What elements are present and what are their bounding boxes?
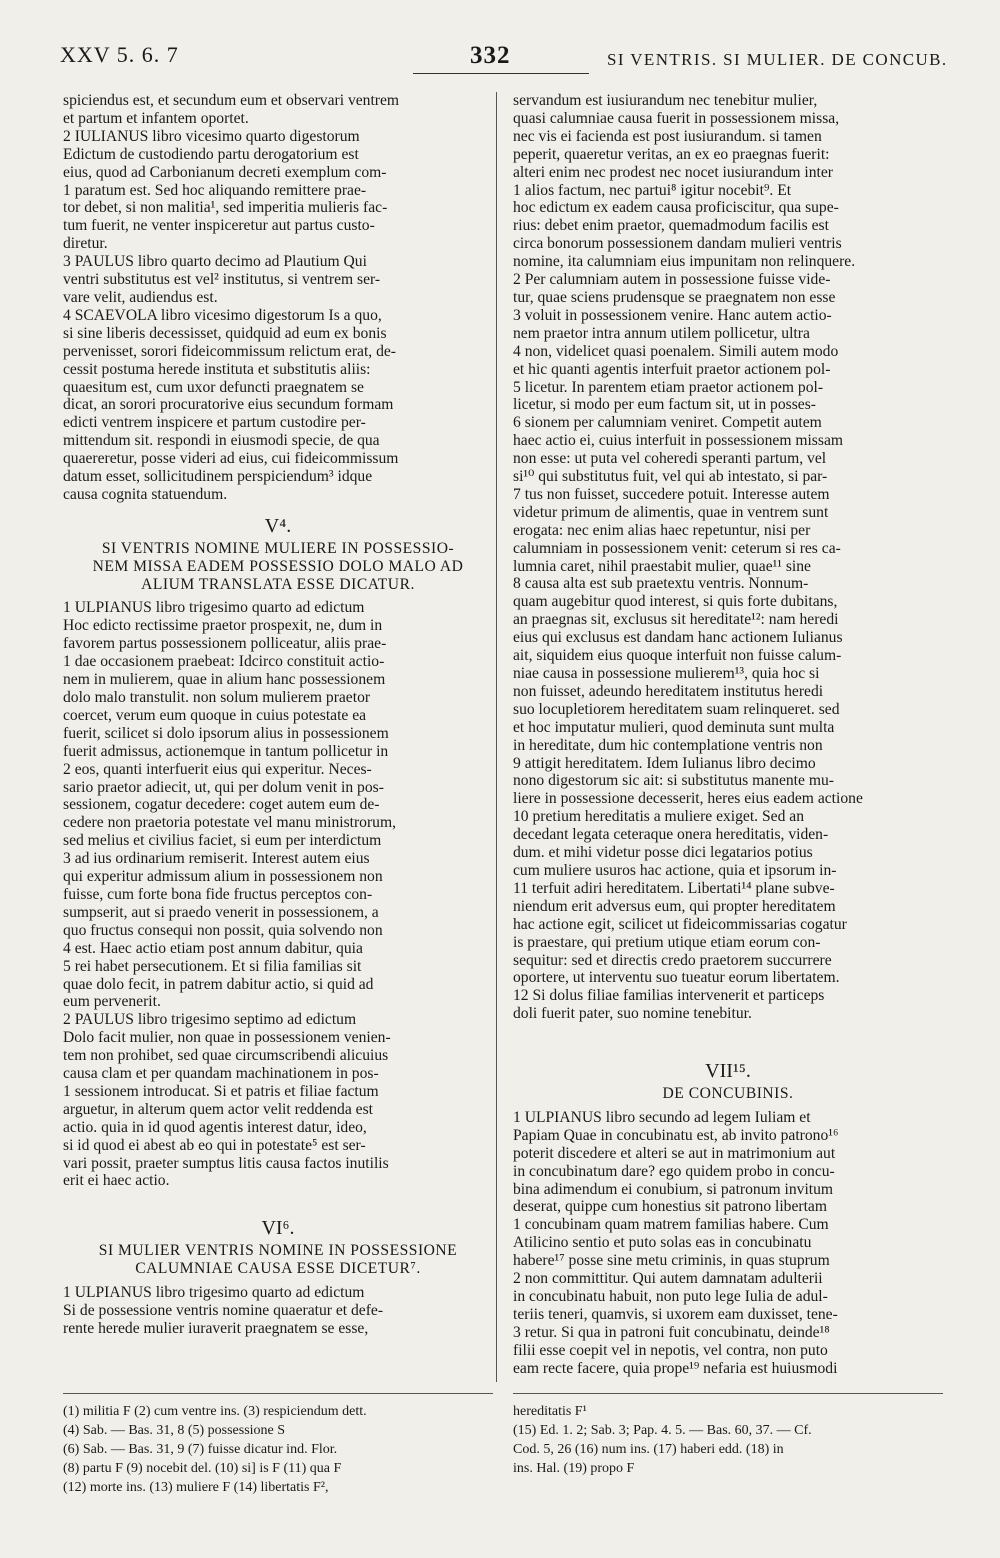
- section-title-line: ALIUM TRANSLATA ESSE DICATUR.: [141, 575, 415, 593]
- text-line: eum pervenerit.: [63, 993, 161, 1011]
- text-line: nono digestorum sic ait: si substitutus manente mu-: [513, 772, 834, 790]
- text-line: servandum est iusiurandum nec tenebitur mulier,: [513, 92, 818, 109]
- text-line: actio. quia in id quod agentis interest datur, ideo,: [63, 1118, 367, 1136]
- text-line: bina adimendum ei conubium, si patronum invitum: [513, 1180, 834, 1198]
- text-line: 1 ULPIANUS libro secundo ad legem Iuliam et: [513, 1108, 811, 1126]
- right-block-1: [513, 92, 943, 1023]
- text-line: tum fuerit, ne venter inspiceretur aut partus custo-: [63, 217, 375, 235]
- column-divider: [496, 92, 497, 1382]
- text-line: videtur primum de alimentis, quae in ventrem sunt: [513, 503, 829, 521]
- text-line: teriis teneri, quamvis, si uxorem eam duxisset, tene-: [513, 1305, 838, 1323]
- text-line: diretur.: [63, 235, 108, 253]
- text-line: 2 non committitur. Qui autem damnatam adulterii: [513, 1270, 823, 1288]
- text-line: Edictum de custodiendo partu derogatorium est: [63, 145, 359, 163]
- text-line: doli fuerit pater, suo nomine tenebitur.: [513, 1005, 752, 1023]
- text-line: 1 sessionem introducat. Si et patris et filiae factum: [63, 1082, 379, 1100]
- text-line: fuerit, scilicet si dolo ipsorum alius in possessionem: [63, 724, 389, 742]
- text-line: Dolo facit mulier, non quae in possessionem venien-: [63, 1029, 391, 1047]
- text-line: sequitur: sed et directis credo praetorem succurrere: [513, 951, 832, 969]
- text-line: decedant legata ceteraque onera hereditatis, viden-: [513, 826, 829, 844]
- text-line: dicat, an sorori procuratorive eius secundum formam: [63, 396, 394, 414]
- text-line: 9 attigit hereditatem. Idem Iulianus libro decimo: [513, 754, 816, 772]
- text-line: hoc edictum ex eadem causa proficiscitur, qua supe-: [513, 199, 839, 217]
- left-block-1: [63, 92, 493, 504]
- text-line: Si de possessione ventris nomine quaeratur et defe-: [63, 1302, 384, 1319]
- text-line: quam augebitur quod interest, si quis forte dubitans,: [513, 593, 838, 611]
- text-line: tur, quae sciens prudensque se praegnatem non esse: [513, 288, 836, 306]
- text-line: sed melius et civilius faciet, si eum per interdictum: [63, 832, 382, 850]
- text-line: qui experitur admissum alium in possessionem non: [63, 868, 383, 886]
- text-line: 5 rei habet persecutionem. Et si filia familias sit: [63, 957, 362, 975]
- text-line: eius, quod ad Carbonianum decreti exemplum com-: [63, 163, 387, 181]
- text-line: favorem partus possessionem polliceatur, aliis prae-: [63, 635, 387, 653]
- text-line: 12 Si dolus filiae familias intervenerit et particeps: [513, 987, 825, 1005]
- footnotes-left: [63, 1402, 493, 1497]
- text-line: 1 alios factum, nec partui⁸ igitur nocebit⁹. Et: [513, 181, 792, 199]
- text-line: et hoc imputatur mulieri, quod deminuta sunt multa: [513, 718, 835, 736]
- text-line: 1 concubinam quam matrem familias habere. Cum: [513, 1216, 829, 1234]
- text-line: ait, siquidem eius quoque interfuit non fuisse calum-: [513, 647, 842, 665]
- text-line: 4 SCAEVOLA libro vicesimo digestorum Is a quo,: [63, 306, 382, 324]
- text-line: datum esset, sollicitudinem perspiciendum³ idque: [63, 468, 373, 486]
- section-v-title: [63, 540, 493, 594]
- header-rule: [413, 73, 589, 74]
- text-line: causa cognita statuendum.: [63, 485, 228, 503]
- text-line: in concubinatu habuit, non puto lege Iulia de adul-: [513, 1288, 828, 1305]
- text-line: 7 tus non fuisset, succedere potuit. Interesse autem: [513, 485, 830, 503]
- section-vi-number: VI⁶.: [261, 1217, 295, 1240]
- footnote-line: (15) Ed. 1. 2; Sab. 3; Pap. 4. 5. — Bas. 60, 37. — Cf.: [513, 1423, 812, 1438]
- text-line: cessit postuma herede instituta et substitutis aliis:: [63, 360, 371, 378]
- text-line: quo fructus consequi non possit, quia solvendo non: [63, 921, 383, 939]
- text-line: sumpserit, aut si praedo venerit in possessionem, a: [63, 903, 379, 921]
- text-line: Hoc edicto rectissime praetor prospexit, ne, dum in: [63, 617, 383, 635]
- text-line: calumniam in possessionem venit: ceterum si res ca-: [513, 539, 841, 557]
- text-line: sessionem, cogatur decedere: coget autem eum de-: [63, 796, 380, 814]
- text-line: quasi calumniae causa fuerit in possessionem missa,: [513, 109, 840, 127]
- text-line: si¹⁰ qui substitutus fuit, vel qui ab intestato, si par-: [513, 468, 828, 486]
- text-line: 1 ULPIANUS libro trigesimo quarto ad edictum: [63, 1284, 365, 1302]
- text-line: rius: debet enim praetor, quemadmodum facilis est: [513, 217, 829, 235]
- text-line: non esse: ut puta vel coheredi speranti partum, vel: [513, 450, 827, 468]
- text-line: coercet, verum eum quoque in cuius potestate ea: [63, 706, 367, 724]
- text-line: 11 terfuit adiri hereditatem. Libertati¹⁴ plane subve-: [513, 879, 835, 897]
- text-line: dum. et mihi videtur posse dici legatarios potius: [513, 844, 813, 862]
- section-v-number: V⁴.: [264, 514, 292, 537]
- text-line: tem non prohibet, sed quae circumscribendi alicuius: [63, 1047, 389, 1065]
- section-vii-title: [513, 1085, 943, 1103]
- text-line: ventri substitutus est vel² institutus, si ventrem ser-: [63, 271, 381, 289]
- text-line: nomine, ita calumniam eius impunitam non relinquere.: [513, 253, 856, 271]
- section-title-line: DE CONCUBINIS.: [662, 1085, 794, 1103]
- running-head-title: SI VENTRIS. SI MULIER. DE CONCUB.: [607, 50, 948, 69]
- right-column: [513, 92, 943, 1378]
- text-line: nem praetor intra annum utilem pollicetur, ultra: [513, 324, 810, 342]
- footnote-line: (12) morte ins. (13) muliere F (14) libertatis F²,: [63, 1480, 329, 1495]
- section-title-line: SI MULIER VENTRIS NOMINE IN POSSESSIONE: [98, 1242, 458, 1260]
- text-line: alteri enim nec prodest nec nocet iusiurandum inter: [513, 163, 833, 181]
- text-line: 1 paratum est. Sed hoc aliquando remittere prae-: [63, 181, 367, 199]
- left-column: [63, 92, 493, 1338]
- text-line: oportere, ut interventu suo tueatur eorum libertatem.: [513, 969, 840, 987]
- text-line: is praestare, qui pretium utique etiam eorum con-: [513, 933, 821, 951]
- footnote-line: Cod. 5, 26 (16) num ins. (17) haberi edd. (18) in: [513, 1442, 784, 1457]
- text-line: si sine liberis decessisset, quidquid ad eum ex bonis: [63, 324, 387, 342]
- footnote-line: (1) militia F (2) cum ventre ins. (3) respiciendum dett.: [63, 1404, 367, 1419]
- text-line: rente herede mulier iuraverit praegnatem se esse,: [63, 1319, 369, 1337]
- text-line: cum muliere usuros hac actione, quia et ipsorum in-: [513, 861, 837, 879]
- text-line: niae causa in possessione mulierem¹³, quia hoc si: [513, 665, 820, 682]
- text-line: deserat, quippe cum honestius sit patrono libertam: [513, 1198, 827, 1216]
- text-line: 3 retur. Si qua in patroni fuit concubinatu, deinde¹⁸: [513, 1323, 830, 1341]
- text-line: fuerit admissus, actionemque in tantum pollicetur in: [63, 742, 389, 760]
- footnote-line: hereditatis F¹: [513, 1404, 587, 1419]
- text-line: 10 pretium hereditatis a muliere exiget. Sed an: [513, 808, 804, 826]
- text-line: et partum et infantem oportet.: [63, 109, 249, 127]
- text-line: 2 PAULUS libro trigesimo septimo ad edictum: [63, 1011, 357, 1029]
- text-line: mittendum sit. respondi in eiusmodi specie, de qua: [63, 432, 380, 450]
- text-line: 3 voluit in possessionem venire. Hanc autem actio-: [513, 306, 832, 324]
- text-line: 1 ULPIANUS libro trigesimo quarto ad edictum: [63, 599, 365, 617]
- footnotes-right: [513, 1402, 943, 1478]
- text-line: 2 IULIANUS libro vicesimo quarto digestorum: [63, 127, 360, 145]
- text-line: an praegnas sit, exclusus sit hereditate¹²: nam heredi: [513, 611, 839, 629]
- text-line: 3 ad ius ordinarium remiserit. Interest autem eius: [63, 850, 370, 868]
- text-line: licetur, si modo per eum factum sit, ut in posses-: [513, 396, 816, 414]
- page-number: 332: [470, 42, 511, 69]
- text-line: haec actio ei, cuius interfuit in possessionem missam: [513, 432, 843, 450]
- footnote-rule-left: [63, 1393, 493, 1394]
- text-line: fuisse, cum forte bona fide fructus perceptos con-: [63, 885, 373, 903]
- text-line: spiciendus est, et secundum eum et observari ventrem: [63, 92, 400, 109]
- footnote-line: (4) Sab. — Bas. 31, 8 (5) possessione S: [63, 1423, 286, 1438]
- text-line: filii esse coepit vel in nepotis, vel contra, non puto: [513, 1341, 828, 1359]
- text-line: poterit discedere et alteri se aut in matrimonium aut: [513, 1144, 836, 1162]
- text-line: peperit, quaeretur veritas, an ex eo praegnas fuerit:: [513, 145, 830, 163]
- text-line: non fuisset, adeundo hereditatem institutus heredi: [513, 682, 824, 700]
- footnote-line: (6) Sab. — Bas. 31, 9 (7) fuisse dicatur ind. Flor.: [63, 1442, 338, 1457]
- text-line: Papiam Quae in concubinatu est, ab invito patrono¹⁶: [513, 1126, 839, 1144]
- section-title-line: CALUMNIAE CAUSA ESSE DICETUR⁷.: [135, 1260, 421, 1278]
- text-line: 6 sionem per calumniam veniret. Competit autem: [513, 414, 822, 432]
- text-line: lumnia caret, nihil praestabit mulier, quae¹¹ sine: [513, 557, 811, 575]
- footnote-rule-right: [513, 1393, 943, 1394]
- text-line: dolo malo transtulit. non solum mulierem praetor: [63, 689, 371, 706]
- left-block-3: [63, 1284, 493, 1338]
- text-line: quaesitum est, cum uxor defuncti praegnatem se: [63, 378, 364, 396]
- section-title-line: NEM MISSA EADEM POSSESSIO DOLO MALO AD: [92, 557, 464, 575]
- text-line: 4 est. Haec actio etiam post annum dabitur, quia: [63, 939, 363, 957]
- text-line: hac actione egit, scilicet ut fideicommissarias cogatur: [513, 915, 847, 933]
- text-line: vare velit, audiendus est.: [63, 288, 218, 306]
- text-line: 3 PAULUS libro quarto decimo ad Plautium Qui: [63, 253, 367, 271]
- text-line: suo locupletiorem hereditatem suam relinqueret. sed: [513, 700, 840, 718]
- section-title-line: SI VENTRIS NOMINE MULIERE IN POSSESSIO-: [101, 539, 455, 557]
- left-block-2: [63, 599, 493, 1190]
- text-line: liere in possessione decesserit, heres eius eadem actione: [513, 790, 863, 808]
- text-line: tor debet, si non malitia¹, sed imperitia mulieris fac-: [63, 199, 388, 217]
- text-line: nec vis ei facienda est post iusiurandum. si tamen: [513, 127, 822, 145]
- section-vi-title: [63, 1242, 493, 1278]
- text-line: quaereretur, posse videri ad eius, cui fideicommissum: [63, 450, 399, 468]
- text-line: erit ei haec actio.: [63, 1172, 170, 1190]
- text-line: et hic quanti agentis interfuit praetor actionem pol-: [513, 360, 831, 378]
- footnote-line: (8) partu F (9) nocebit del. (10) si] is F (11) qua F: [63, 1461, 342, 1476]
- section-vii-number: VII¹⁵.: [705, 1060, 751, 1083]
- text-line: 2 eos, quanti interfuerit eius qui experitur. Neces-: [63, 760, 372, 778]
- text-line: 2 Per calumniam autem in possessione fuisse vide-: [513, 271, 831, 289]
- text-line: in concubinatum dare? ego quidem probo in concu-: [513, 1162, 835, 1180]
- text-line: 4 non, videlicet quasi poenalem. Simili autem modo: [513, 342, 839, 360]
- text-line: niendum erit adversus eum, qui propter hereditatem: [513, 897, 836, 915]
- text-line: habere¹⁷ posse sine metu criminis, in quas stuprum: [513, 1252, 830, 1270]
- text-line: pervenisset, sorori fideicommissum relictum erat, de-: [63, 342, 397, 360]
- text-line: eius qui exclusus est dandam hanc actionem Iulianus: [513, 629, 843, 647]
- text-line: in hereditate, dum hic contemplatione ventris non: [513, 736, 823, 754]
- right-block-2: [513, 1109, 943, 1378]
- text-line: eam recte facere, quia prope¹⁹ nefaria est huiusmodi: [513, 1359, 838, 1377]
- text-line: causa clam et per quandam machinationem in pos-: [63, 1065, 379, 1083]
- text-line: 8 causa alta est sub praetextu ventris. Nonnum-: [513, 575, 809, 593]
- running-head-reference: XXV 5. 6. 7: [60, 42, 179, 67]
- text-line: nem in mulierem, quae in alium hanc possessionem: [63, 671, 386, 689]
- text-line: circa bonorum possessionem dandam mulieri ventris: [513, 235, 842, 253]
- text-line: Atilicino sentio et puto solas eas in concubinatu: [513, 1234, 812, 1252]
- text-line: quae dolo fecit, in patrem dabitur actio, si quid ad: [63, 975, 374, 993]
- text-line: erogata: nec enim alias haec repetuntur, nisi per: [513, 521, 811, 539]
- text-line: vari possit, praeter sumptus litis causa factos inutilis: [63, 1154, 389, 1172]
- text-line: si id quod ei abest ab eo qui in potestate⁵ est ser-: [63, 1136, 366, 1154]
- text-line: arguetur, in alterum quem actor velit reddenda est: [63, 1100, 373, 1118]
- text-line: 5 licetur. In parentem etiam praetor actionem pol-: [513, 378, 824, 396]
- text-line: 1 dae occasionem praebeat: Idcirco constituit actio-: [63, 653, 385, 671]
- text-line: sario praetor adiecit, ut, qui per dolum venit in pos-: [63, 778, 384, 796]
- text-line: cedere non praetoria potestate vel manu ministrorum,: [63, 814, 396, 832]
- text-line: edicti ventrem inspicere et partum custodire per-: [63, 414, 366, 432]
- footnote-line: ins. Hal. (19) propo F: [513, 1461, 635, 1476]
